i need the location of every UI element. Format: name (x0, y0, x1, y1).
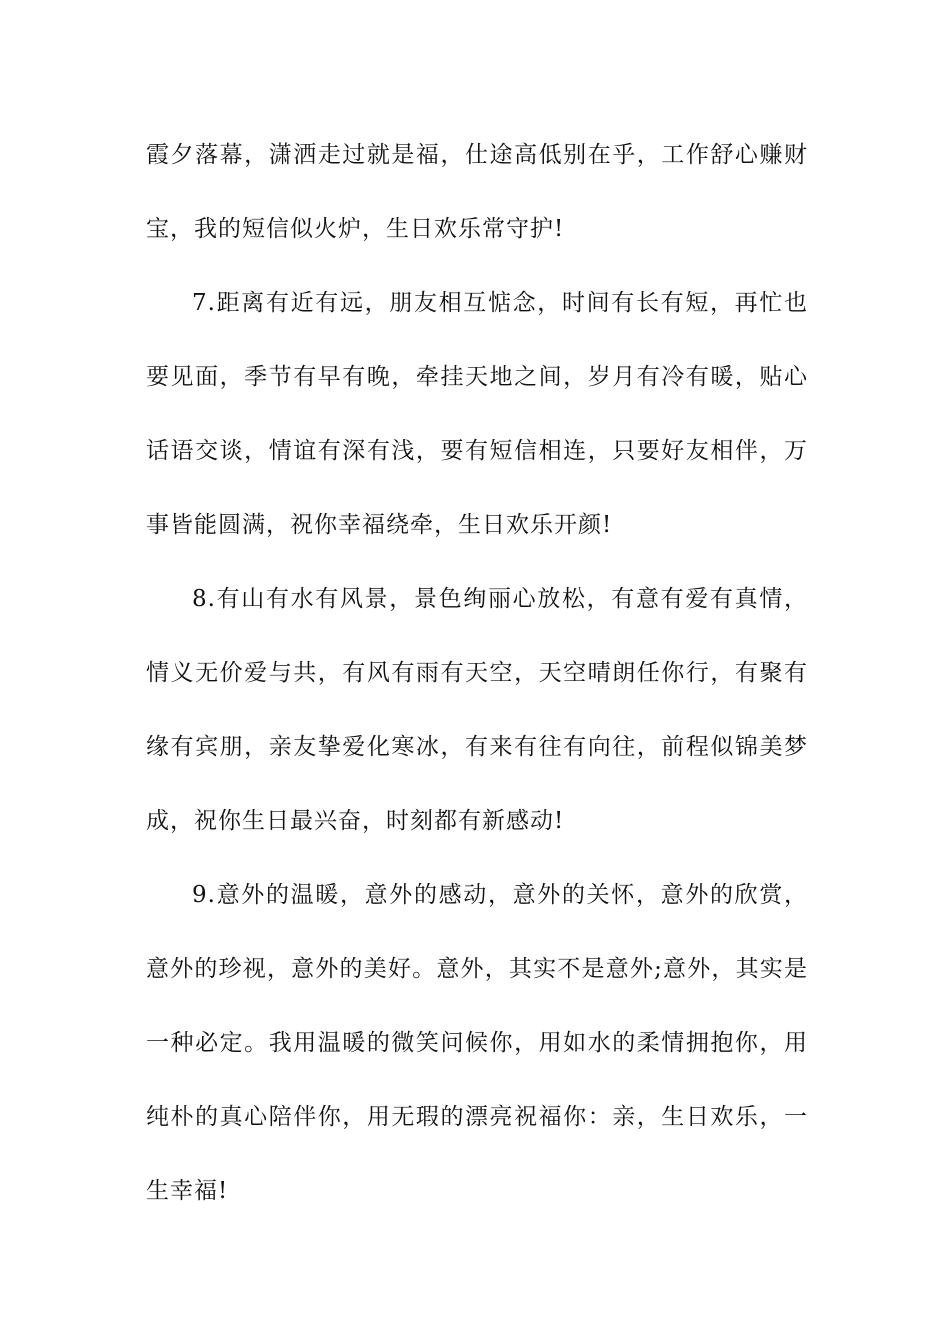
paragraph-8: 8.有山有水有风景，景色绚丽心放松，有意有爱有真情，情义无价爱与共，有风有雨有天空，天空晴朗任你行，有聚有缘有宾朋，亲友挚爱化寒冰，有来有往有向往，前程似锦美梦成，祝你生日最兴奋，时刻都有新感动! (146, 586, 808, 834)
paragraph-7: 7.距离有近有远，朋友相互惦念，时间有长有短，再忙也要见面，季节有早有晚，牵挂天地之间，岁月有冷有暖，贴心话语交谈，情谊有深有浅，要有短信相连，只要好友相伴，万事皆能圆满，祝你幸福绕牵，生日欢乐开颜! (146, 290, 808, 538)
document-body (146, 118, 808, 1228)
paragraph-9: 9.意外的温暖，意外的感动，意外的关怀，意外的欣赏，意外的珍视，意外的美好。意外，其实不是意外;意外，其实是一种必定。我用温暖的微笑问候你，用如水的柔情拥抱你，用纯朴的真心陪伴你，用无瑕的漂亮祝福你：亲，生日欢乐，一生幸福! (146, 882, 808, 1204)
paragraph-continuation: 霞夕落幕，潇洒走过就是福，仕途高低别在乎，工作舒心赚财宝，我的短信似火炉，生日欢乐常守护! (146, 142, 808, 242)
